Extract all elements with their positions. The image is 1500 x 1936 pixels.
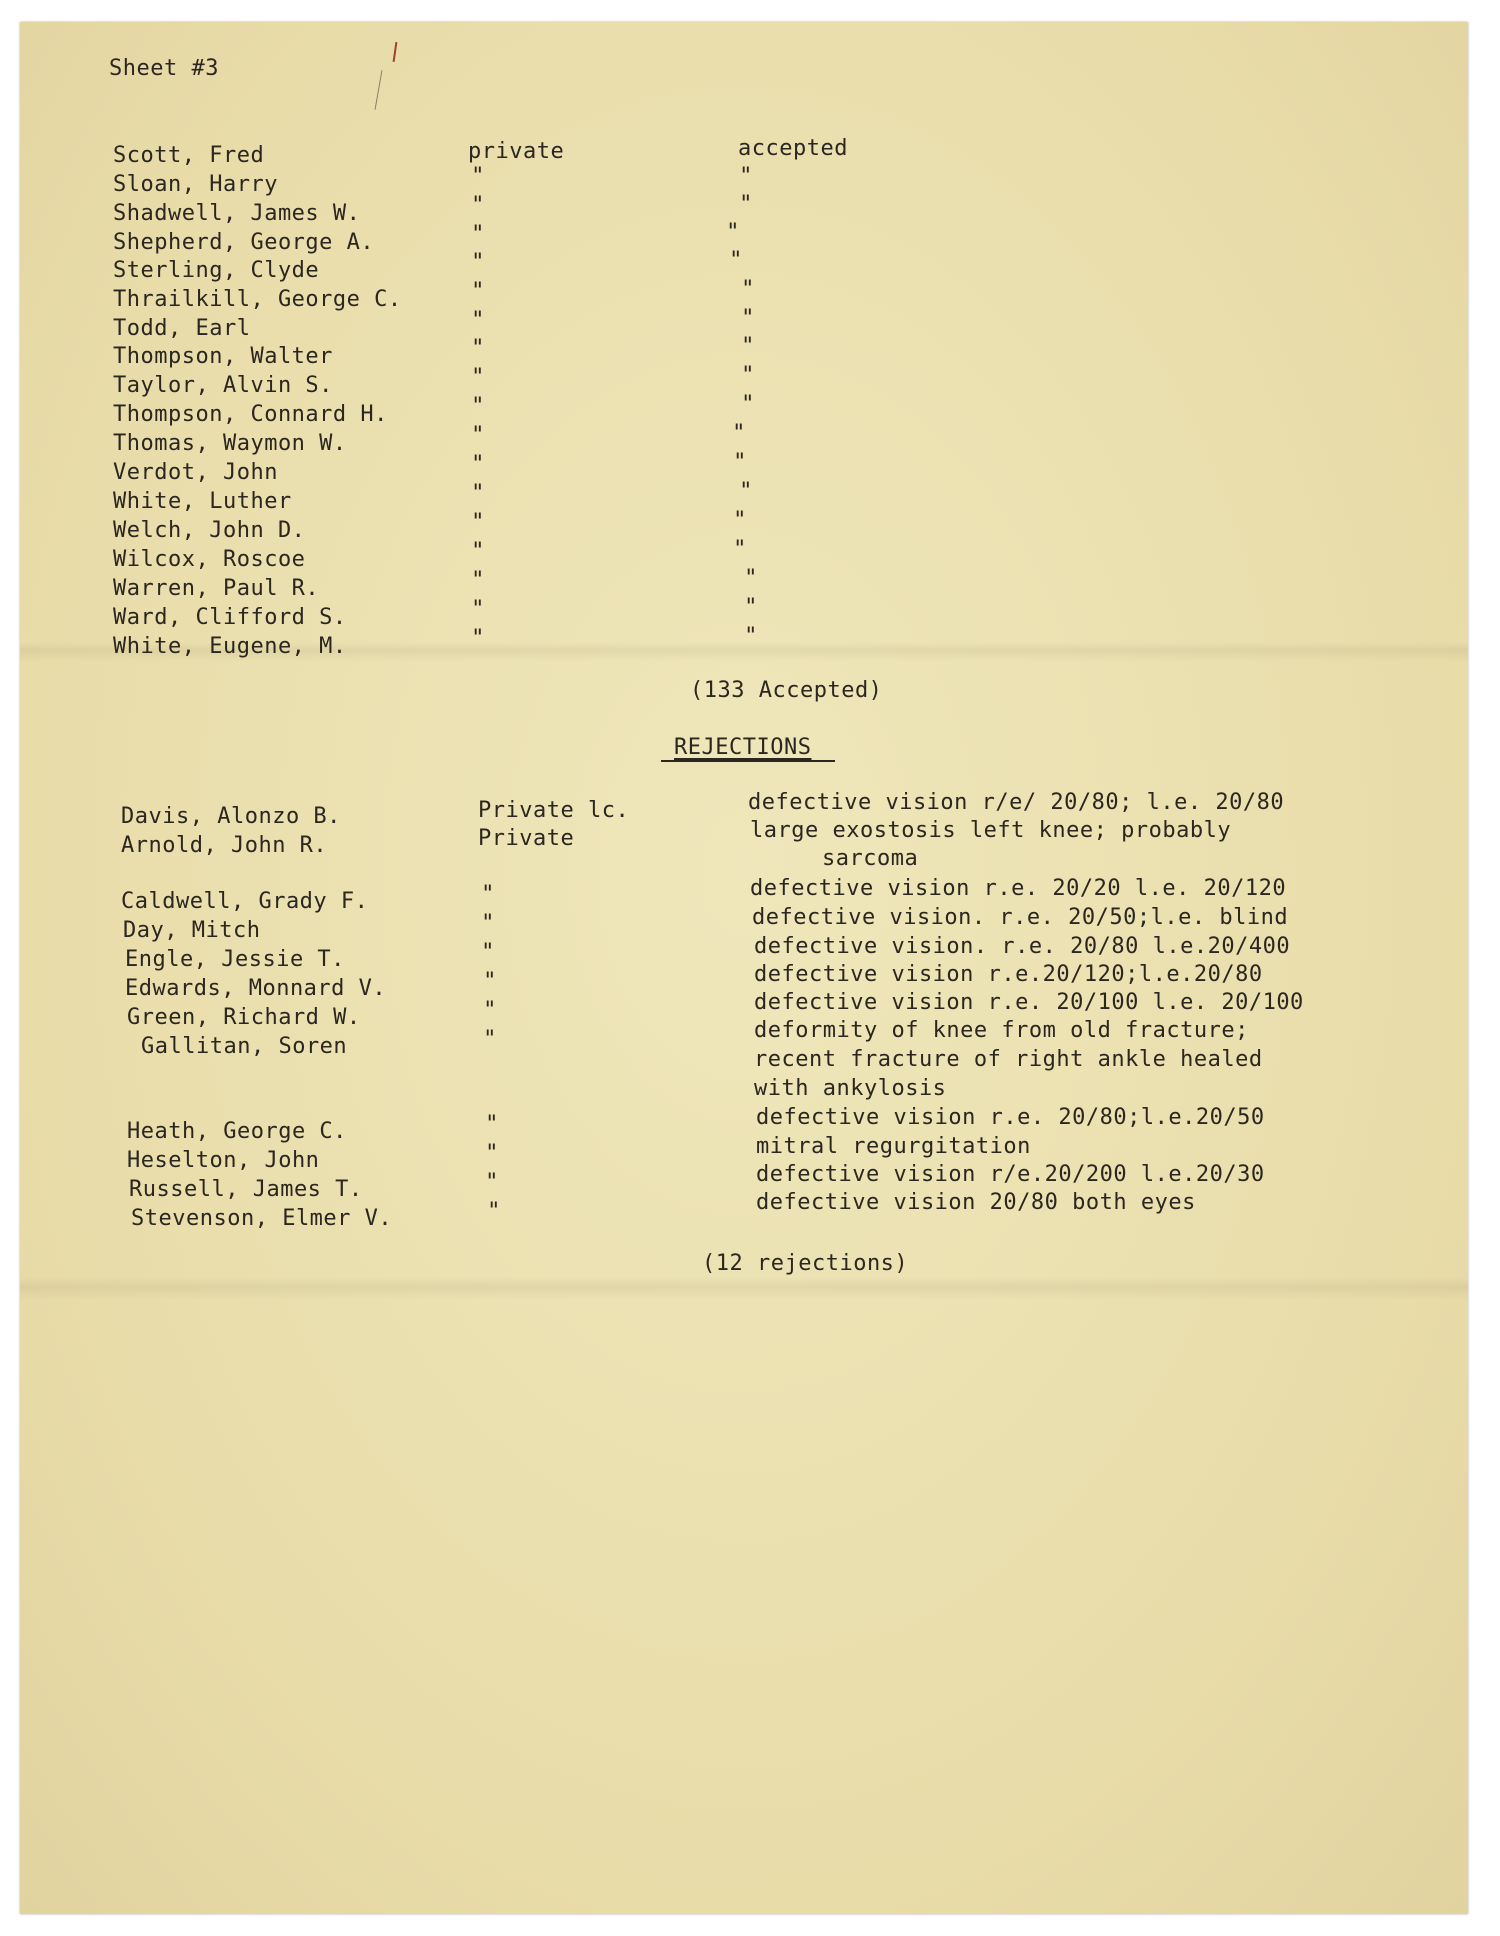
accepted-status-ditto: " bbox=[729, 248, 743, 273]
accepted-status-ditto: " bbox=[726, 220, 740, 245]
accepted-status-ditto: " bbox=[739, 164, 753, 189]
accepted-type-ditto: " bbox=[471, 336, 485, 361]
accepted-type-ditto: " bbox=[471, 308, 485, 333]
accepted-type-ditto: " bbox=[471, 568, 485, 593]
rejection-reason-continued: recent fracture of right ankle healed bbox=[754, 1047, 1263, 1072]
rejection-reason: defective vision r.e. 20/80;l.e.20/50 bbox=[756, 1105, 1265, 1130]
rejections-total: (12 rejections) bbox=[702, 1251, 909, 1276]
accepted-type-ditto: " bbox=[471, 193, 485, 218]
rejection-reason: defective vision 20/80 both eyes bbox=[756, 1190, 1196, 1215]
accepted-type-ditto: " bbox=[471, 452, 485, 477]
accepted-name: Shadwell, James W. bbox=[113, 201, 361, 226]
rejection-reason: defective vision r.e.20/120;l.e.20/80 bbox=[754, 962, 1263, 987]
rejection-reason: defective vision. r.e. 20/80 l.e.20/400 bbox=[754, 934, 1291, 959]
accepted-status-ditto: " bbox=[741, 363, 755, 388]
accepted-name: Thrailkill, George C. bbox=[113, 287, 402, 312]
accepted-status-ditto: " bbox=[732, 421, 746, 446]
accepted-status-ditto: " bbox=[733, 450, 747, 475]
accepted-name: Warren, Paul R. bbox=[113, 576, 320, 601]
accepted-name: White, Luther bbox=[113, 489, 292, 514]
accepted-type-ditto: " bbox=[471, 394, 485, 419]
accepted-status-ditto: " bbox=[744, 624, 758, 649]
rejection-rank-ditto: " bbox=[485, 1170, 499, 1195]
accepted-status-ditto: " bbox=[741, 306, 755, 331]
rejection-rank: Private lc. bbox=[478, 798, 630, 823]
accepted-type-ditto: " bbox=[471, 539, 485, 564]
accepted-name: Ward, Clifford S. bbox=[113, 605, 347, 630]
sheet-label: Sheet #3 bbox=[109, 56, 219, 81]
accepted-name: Shepherd, George A. bbox=[113, 230, 375, 255]
accepted-status-ditto: " bbox=[741, 392, 755, 417]
accepted-status-ditto: " bbox=[739, 192, 753, 217]
rejection-name: Green, Richard W. bbox=[127, 1005, 361, 1030]
accepted-type-ditto: " bbox=[471, 510, 485, 535]
rejection-reason: defective vision. r.e. 20/50;l.e. blind bbox=[752, 905, 1289, 930]
accepted-name: Taylor, Alvin S. bbox=[113, 373, 333, 398]
rejection-reason: defective vision r.e. 20/20 l.e. 20/120 bbox=[750, 876, 1287, 901]
rejection-reason: defective vision r/e.20/200 l.e.20/30 bbox=[756, 1162, 1265, 1187]
accepted-name: Wilcox, Roscoe bbox=[113, 547, 306, 572]
accepted-type-ditto: " bbox=[471, 279, 485, 304]
rejection-name: Davis, Alonzo B. bbox=[121, 804, 341, 829]
accepted-name: Todd, Earl bbox=[113, 316, 251, 341]
rejection-rank-ditto: " bbox=[487, 1199, 501, 1224]
accepted-type-ditto: " bbox=[471, 481, 485, 506]
accepted-status-ditto: " bbox=[733, 508, 747, 533]
accepted-status-ditto: " bbox=[733, 537, 747, 562]
col-status-header: accepted bbox=[738, 136, 848, 161]
rejection-reason: defective vision r/e/ 20/80; l.e. 20/80 bbox=[748, 790, 1285, 815]
rejection-rank-ditto: " bbox=[481, 940, 495, 965]
rejection-name: Caldwell, Grady F. bbox=[121, 889, 369, 914]
accepted-name: Sloan, Harry bbox=[113, 172, 278, 197]
accepted-total: (133 Accepted) bbox=[690, 678, 883, 703]
rejection-name: Stevenson, Elmer V. bbox=[131, 1206, 393, 1231]
rejection-rank-ditto: " bbox=[481, 882, 495, 907]
rejection-name: Russell, James T. bbox=[129, 1177, 363, 1202]
accepted-name: Verdot, John bbox=[113, 460, 278, 485]
rejection-name: Heselton, John bbox=[127, 1148, 320, 1173]
rejections-heading-underline bbox=[661, 760, 835, 762]
rejection-rank-ditto: " bbox=[483, 998, 497, 1023]
rejection-rank-ditto: " bbox=[481, 911, 495, 936]
accepted-type-ditto: " bbox=[471, 423, 485, 448]
rejection-name: Heath, George C. bbox=[127, 1119, 347, 1144]
rejection-rank-ditto: " bbox=[483, 969, 497, 994]
rejection-name: Day, Mitch bbox=[123, 918, 261, 943]
accepted-name: White, Eugene, M. bbox=[113, 634, 347, 659]
rejection-reason: deformity of knee from old fracture; bbox=[754, 1018, 1249, 1043]
rejection-name: Engle, Jessie T. bbox=[125, 947, 345, 972]
accepted-type-ditto: " bbox=[471, 365, 485, 390]
accepted-status-ditto: " bbox=[739, 479, 753, 504]
accepted-status-ditto: " bbox=[744, 595, 758, 620]
rejection-rank-ditto: " bbox=[485, 1141, 499, 1166]
rejection-rank-ditto: " bbox=[485, 1112, 499, 1137]
rejection-reason: defective vision r.e. 20/100 l.e. 20/100 bbox=[754, 990, 1304, 1015]
col-type-header: private bbox=[468, 139, 565, 164]
rejection-name: Edwards, Monnard V. bbox=[125, 976, 387, 1001]
accepted-type-ditto: " bbox=[471, 597, 485, 622]
rejection-reason-continued: sarcoma bbox=[822, 846, 919, 871]
rejection-reason: large exostosis left knee; probably bbox=[750, 818, 1232, 843]
accepted-name: Thompson, Connard H. bbox=[113, 402, 388, 427]
rejection-rank-ditto: " bbox=[483, 1027, 497, 1052]
accepted-name: Sterling, Clyde bbox=[113, 258, 320, 283]
rejection-name: Gallitan, Soren bbox=[141, 1034, 348, 1059]
rejection-reason: mitral regurgitation bbox=[756, 1134, 1031, 1159]
accepted-status-ditto: " bbox=[744, 566, 758, 591]
rejection-name: Arnold, John R. bbox=[121, 833, 328, 858]
rejection-rank: Private bbox=[478, 826, 575, 851]
accepted-status-ditto: " bbox=[741, 334, 755, 359]
accepted-type-ditto: " bbox=[471, 222, 485, 247]
accepted-name: Thomas, Waymon W. bbox=[113, 431, 347, 456]
accepted-type-ditto: " bbox=[471, 250, 485, 275]
accepted-name: Welch, John D. bbox=[113, 518, 306, 543]
rejections-heading: REJECTIONS bbox=[674, 735, 812, 760]
accepted-name: Thompson, Walter bbox=[113, 344, 333, 369]
accepted-type-ditto: " bbox=[471, 164, 485, 189]
accepted-name: Scott, Fred bbox=[113, 143, 265, 168]
rejection-reason-continued: with ankylosis bbox=[754, 1076, 947, 1101]
accepted-status-ditto: " bbox=[741, 277, 755, 302]
accepted-type-ditto: " bbox=[471, 626, 485, 651]
